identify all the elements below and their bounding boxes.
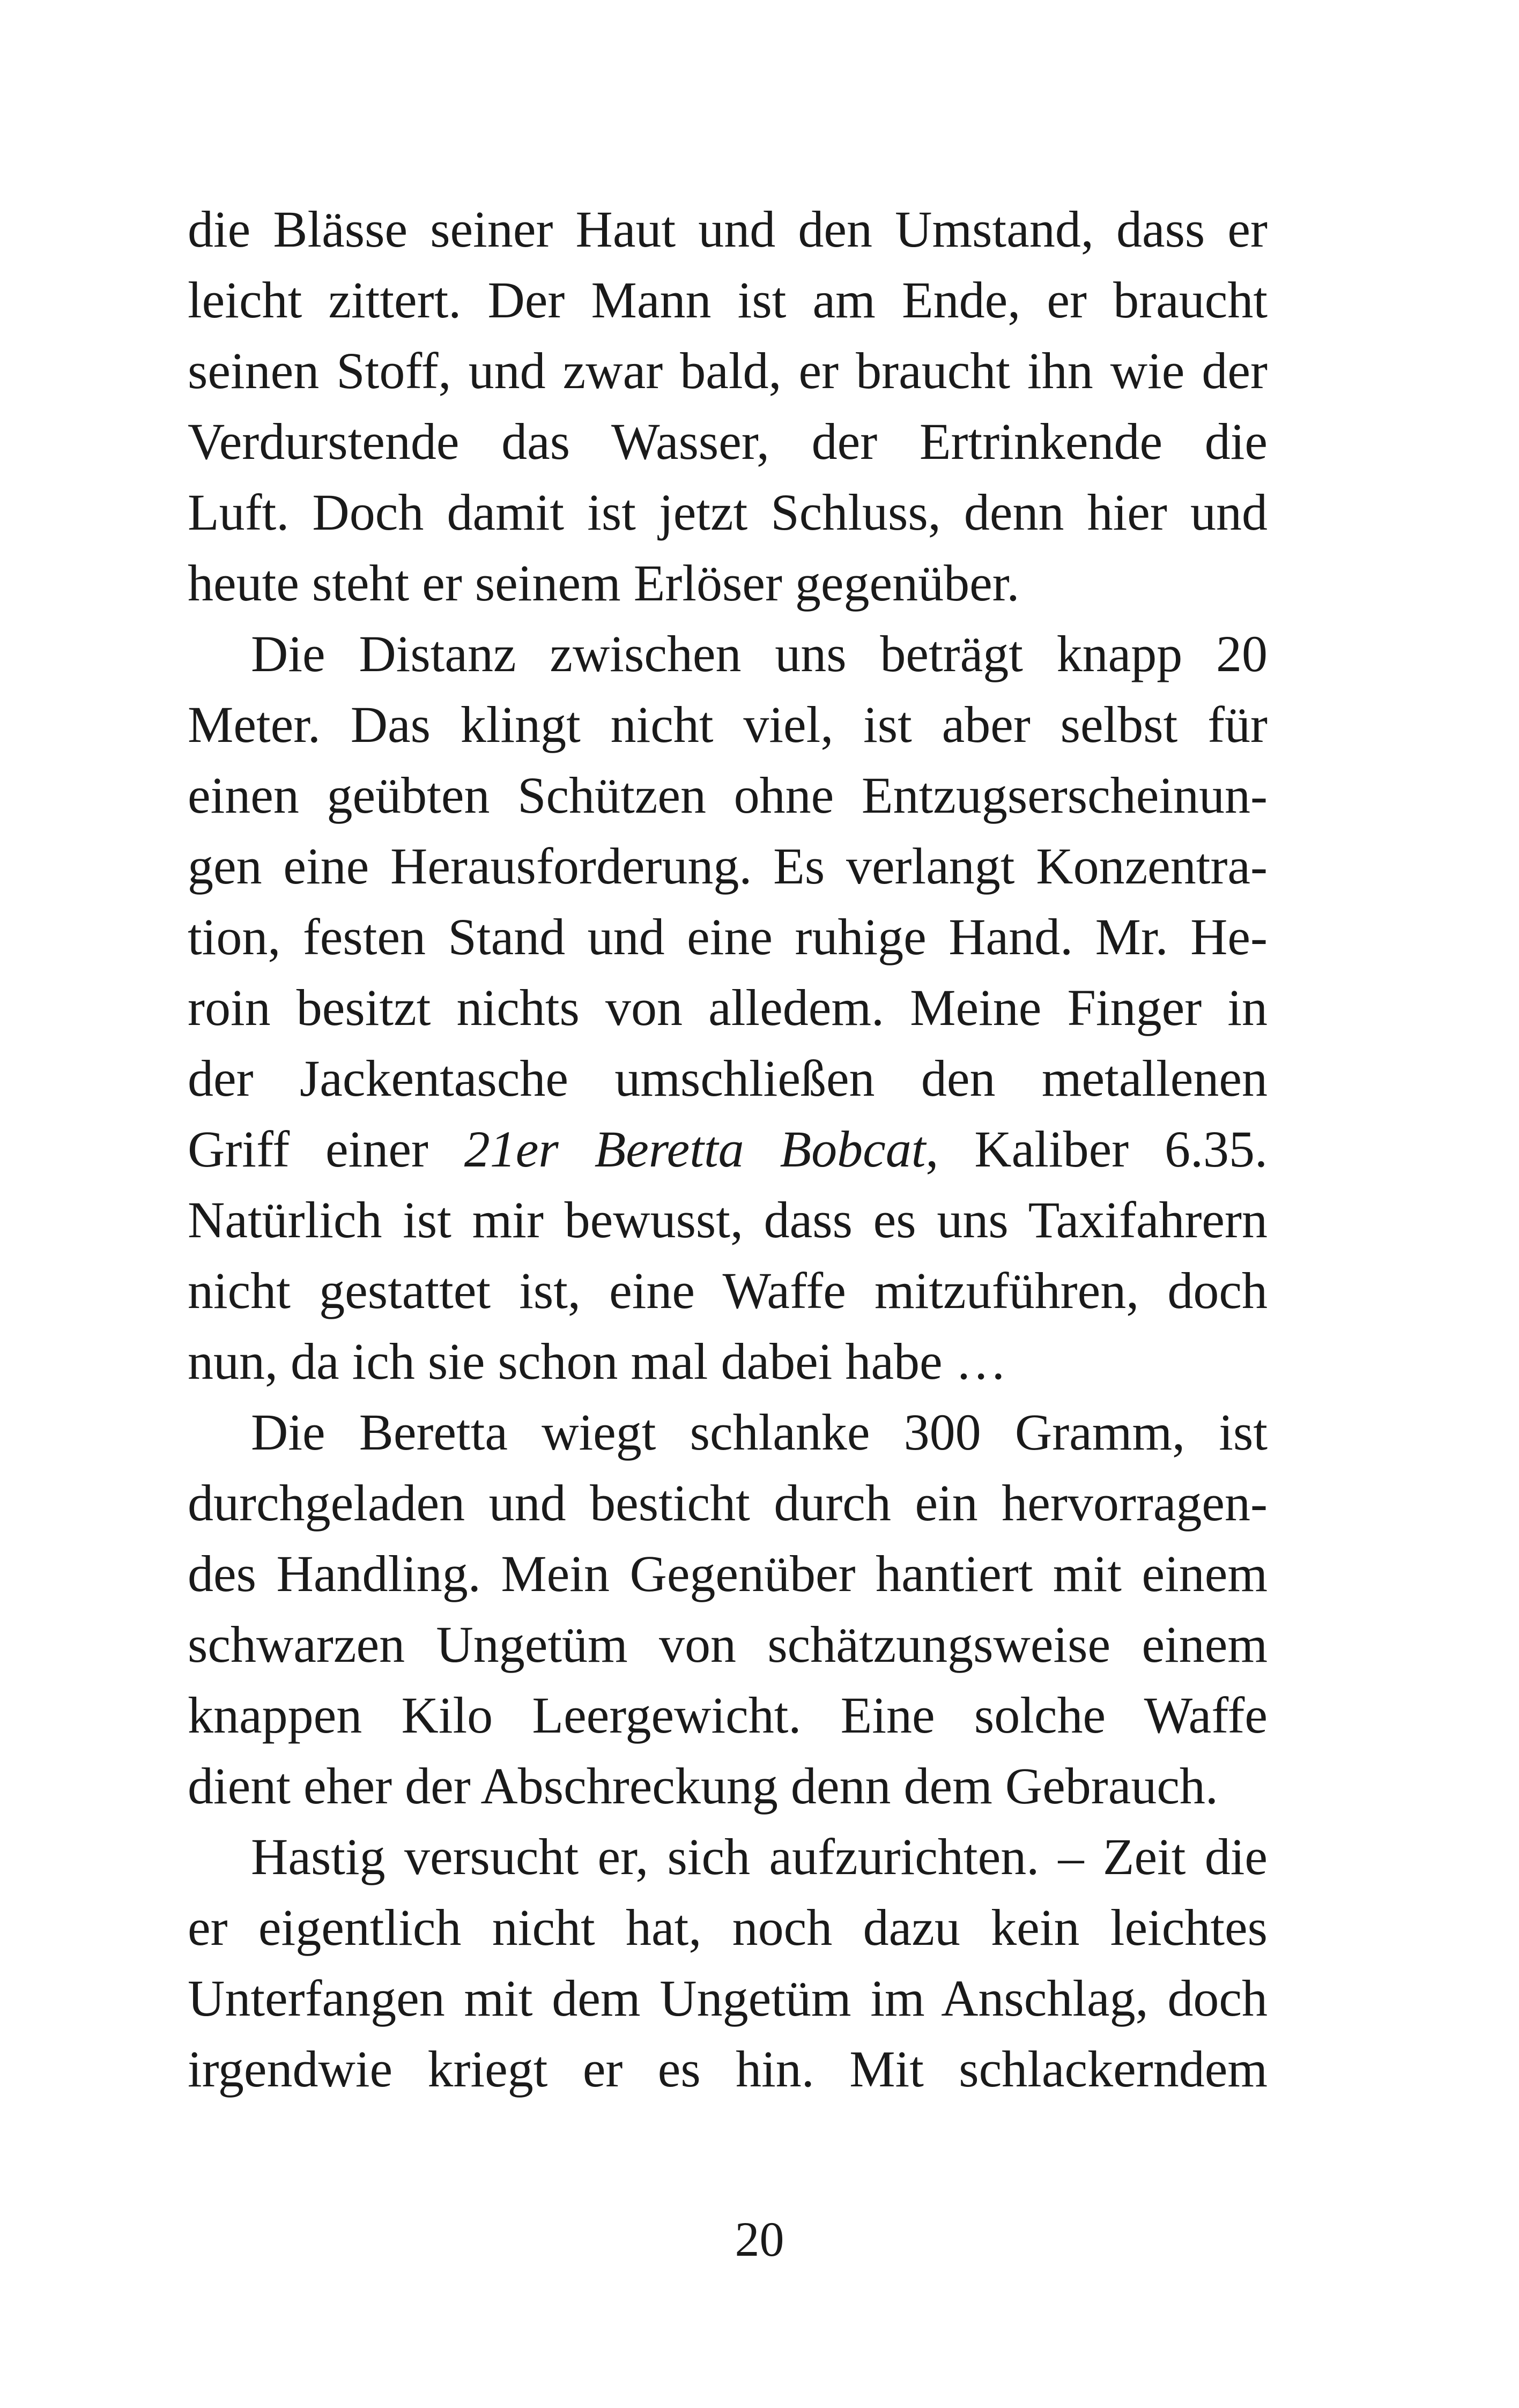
text-line <box>188 760 1268 831</box>
text-line <box>188 1539 1268 1609</box>
text-line <box>188 1043 1268 1114</box>
paragraph <box>188 1822 1268 2105</box>
text-line <box>188 1185 1268 1255</box>
text-run: roin besitzt nichts von alledem. Meine Finger in <box>188 979 1268 1036</box>
text-run: Luft. Doch damit ist jetzt Schluss, denn hier und <box>188 484 1268 541</box>
text-line <box>188 1680 1268 1751</box>
text-line <box>188 1892 1268 1963</box>
text-line <box>188 1397 1268 1468</box>
text-line <box>188 2034 1268 2105</box>
text-run: nicht gestattet ist, eine Waffe mitzuführen, doch <box>188 1262 1268 1319</box>
text-line <box>188 1822 1268 1892</box>
text-run: Unterfangen mit dem Ungetüm im Anschlag, doch <box>188 1969 1268 2027</box>
text-run: , Kaliber 6.35. <box>925 1120 1268 1178</box>
paragraph <box>188 1397 1268 1822</box>
text-line <box>188 1609 1268 1680</box>
text-line <box>188 406 1268 477</box>
text-line <box>188 619 1268 689</box>
text-run: die Blässe seiner Haut und den Umstand, dass er <box>188 200 1268 258</box>
text-line <box>188 336 1268 406</box>
text-line <box>188 1326 1268 1397</box>
text-run: knappen Kilo Leergewicht. Eine solche Waffe <box>188 1686 1268 1744</box>
text-run: er eigentlich nicht hat, noch dazu kein leichtes <box>188 1899 1268 1956</box>
text-line <box>188 548 1268 619</box>
text-line <box>188 1963 1268 2034</box>
text-line <box>188 831 1268 902</box>
text-line <box>188 972 1268 1043</box>
text-run: durchgeladen und besticht durch ein hervorragen- <box>188 1474 1268 1532</box>
text-line <box>188 265 1268 336</box>
text-run: Meter. Das klingt nicht viel, ist aber selbst für <box>188 696 1268 753</box>
text-run: gen eine Herausforderung. Es verlangt Konzentra- <box>188 837 1268 895</box>
page-number: 20 <box>735 2212 784 2266</box>
text-run: des Handling. Mein Gegenüber hantiert mit einem <box>188 1545 1268 1602</box>
text-line <box>188 194 1268 265</box>
paragraph <box>188 619 1268 1397</box>
text-run: einen geübten Schützen ohne Entzugserscheinun- <box>188 767 1268 824</box>
text-run: Die Beretta wiegt schlanke 300 Gramm, ist <box>251 1403 1268 1461</box>
text-run: nun, da ich sie schon mal dabei habe … <box>188 1333 1007 1390</box>
text-line <box>188 1751 1268 1822</box>
text-line <box>188 1114 1268 1185</box>
text-run: Die Distanz zwischen uns beträgt knapp 20 <box>251 625 1268 682</box>
text-run: Natürlich ist mir bewusst, dass es uns Taxifahrern <box>188 1191 1268 1248</box>
text-line <box>188 1255 1268 1326</box>
text-run: der Jackentasche umschließen den metallenen <box>188 1050 1268 1107</box>
text-run: seinen Stoff, und zwar bald, er braucht ihn wie der <box>188 342 1268 399</box>
text-line <box>188 477 1268 548</box>
text-run: dient eher der Abschreckung denn dem Gebrauch. <box>188 1757 1218 1815</box>
text-run: leicht zittert. Der Mann ist am Ende, er braucht <box>188 271 1268 329</box>
text-run: tion, festen Stand und eine ruhige Hand. Mr. He- <box>188 908 1268 965</box>
text-run: irgendwie kriegt er es hin. Mit schlackerndem <box>188 2040 1268 2098</box>
italic-text: 21er Beretta Bobcat <box>464 1120 926 1178</box>
text-run: Verdurstende das Wasser, der Ertrinkende die <box>188 413 1268 470</box>
text-line <box>188 689 1268 760</box>
text-run: Hastig versucht er, sich aufzurichten. – Zeit die <box>251 1828 1268 1885</box>
text-run: schwarzen Ungetüm von schätzungsweise einem <box>188 1616 1268 1673</box>
text-line <box>188 1468 1268 1539</box>
text-run: heute steht er seinem Erlöser gegenüber. <box>188 554 1020 612</box>
text-run: Griff einer <box>188 1120 464 1178</box>
text-line <box>188 902 1268 972</box>
body-text <box>188 194 1268 2105</box>
paragraph <box>188 194 1268 619</box>
